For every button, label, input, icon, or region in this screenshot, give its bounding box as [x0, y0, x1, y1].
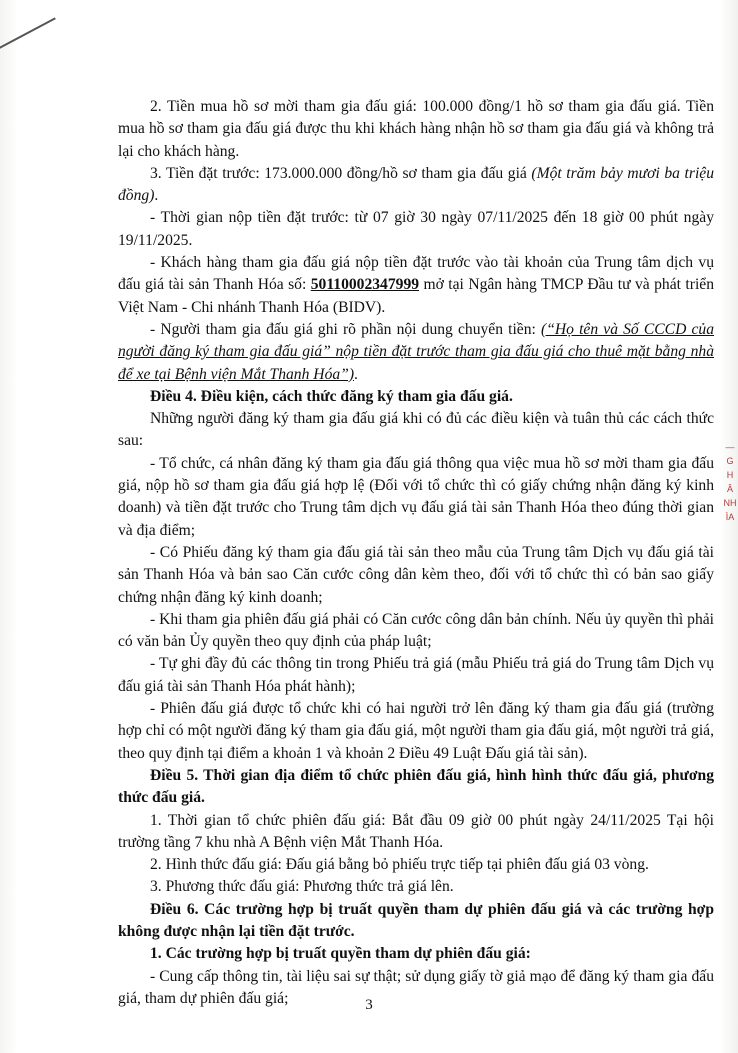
paragraph: 3. Phương thức đấu giá: Phương thức trả giá lên. [150, 878, 454, 896]
deposit-paragraph: 3. Tiền đặt trước: 173.000.000 đồng/hồ sơ tham gia đấu giá (Một trăm bảy mươi ba triệu đồng). [118, 164, 714, 205]
article-5-heading: Điều 5. Thời gian địa điểm tổ chức phiên đấu giá, hình hình thức đấu giá, phương thức đấu giá. [118, 766, 714, 807]
paragraph: 2. Tiền mua hồ sơ mời tham gia đấu giá: 100.000 đồng/1 hồ sơ tham gia đấu giá. Tiền mua hồ sơ tham gia đấu giá được thu khi khách hàng nhận hồ sơ tham gia đấu giá và không trả lại cho khách hàng. [118, 98, 714, 160]
deposit-amount: 3. Tiền đặt trước: 173.000.000 đồng/hồ sơ tham gia đấu giá [150, 164, 532, 182]
document-body [118, 96, 714, 1010]
account-paragraph: - Khách hàng tham gia đấu giá nộp tiền đặt trước vào tài khoản của Trung tâm dịch vụ đấu giá tài sản Thanh Hóa số: 50110002347999 mở tại Ngân hàng TMCP Đầu tư và phát triển Việt Nam - Chi nhánh Thanh Hóa (BIDV). [118, 254, 714, 316]
section-subheading: 1. Các trường hợp bị truất quyền tham dự phiên đấu giá: [150, 945, 531, 963]
paragraph: 1. Thời gian tổ chức phiên đấu giá: Bắt đầu 09 giờ 00 phút ngày 24/11/2025 Tại hội trường tầng 7 khu nhà A Bệnh viện Mắt Thanh Hóa. [118, 811, 714, 851]
margin-stamp-fragment: — G H Â NH ÌA [723, 442, 737, 522]
article-4-heading: Điều 4. Điều kiện, cách thức đăng ký tham gia đấu giá. [150, 387, 513, 405]
paragraph: Những người đăng ký tham gia đấu giá khi có đủ các điều kiện và tuân thủ các cách thức sau: [118, 410, 714, 450]
article-6-heading: Điều 6. Các trường hợp bị truất quyền tham dự phiên đấu giá và các trường hợp không được nhận lại tiền đặt trước. [118, 900, 714, 940]
transfer-paragraph: - Người tham gia đấu giá ghi rõ phần nội dung chuyển tiền: (“Họ tên và Số CCCD của người đăng ký tham gia đấu giá” nộp tiền đặt trước tham gia đấu giá cho thuê mặt bằng nhà để xe tại Bệnh viện Mắt Thanh Hóa”). [118, 320, 714, 383]
transfer-content: (“Họ tên và Số CCCD của người đăng ký tham gia đấu giá” nộp tiền đặt trước tham gia đấu giá cho thuê mặt bằng nhà để xe tại Bệnh viện Mắt Thanh Hóa”) [118, 320, 714, 383]
paragraph: - Thời gian nộp tiền đặt trước: từ 07 giờ 30 ngày 07/11/2025 đến 18 giờ 00 phút ngày 19/11/2025. [118, 209, 714, 249]
paragraph: - Tổ chức, cá nhân đăng ký tham gia đấu giá thông qua việc mua hồ sơ mời tham gia đấu giá, nộp hồ sơ tham gia đấu giá hợp lệ (Đối với tổ chức thì có giấy chứng nhận đăng ký kinh doanh) và tiền đặt trước cho Trung tâm dịch vụ đấu giá tài sản Thanh Hóa theo đúng thời gian và địa điểm; [118, 454, 714, 539]
deposit-amount-words: (Một trăm bảy mươi ba triệu đồng) [118, 164, 714, 205]
paragraph: - Khi tham gia phiên đấu giá phải có Căn cước công dân bản chính. Nếu ủy quyền thì phải có văn bản Ủy quyền theo quy định của pháp luật; [118, 610, 714, 651]
scan-corner-mark [0, 0, 56, 52]
account-number: 50110002347999 [310, 276, 420, 294]
paragraph: 2. Hình thức đấu giá: Đấu giá bằng bỏ phiếu trực tiếp tại phiên đấu giá 03 vòng. [150, 856, 649, 874]
page-number: 3 [365, 997, 373, 1013]
paragraph: - Có Phiếu đăng ký tham gia đấu giá tài sản theo mẫu của Trung tâm Dịch vụ đấu giá tài sản Thanh Hóa và bản sao Căn cước công dân kèm theo, đối với tổ chức thì có bản sao giấy chứng nhận đăng ký kinh doanh; [118, 543, 714, 606]
paragraph: - Phiên đấu giá được tổ chức khi có hai người trở lên đăng ký tham gia đấu giá (trường hợp chỉ có một người đăng ký tham gia đấu giá, một người tham gia đấu giá, một người trả giá, theo quy định tại điểm a khoản 1 và khoản 2 Điều 49 Luật Đấu giá tài sản). [118, 700, 714, 762]
paragraph: - Tự ghi đầy đủ các thông tin trong Phiếu trả giá (mẫu Phiếu trả giá do Trung tâm Dịch vụ đấu giá tài sản Thanh Hóa phát hành); [118, 655, 714, 695]
paragraph: - Cung cấp thông tin, tài liệu sai sự thật; sử dụng giấy tờ giả mạo để đăng ký tham gia đấu giá, tham dự phiên đấu giá; [118, 967, 714, 1007]
